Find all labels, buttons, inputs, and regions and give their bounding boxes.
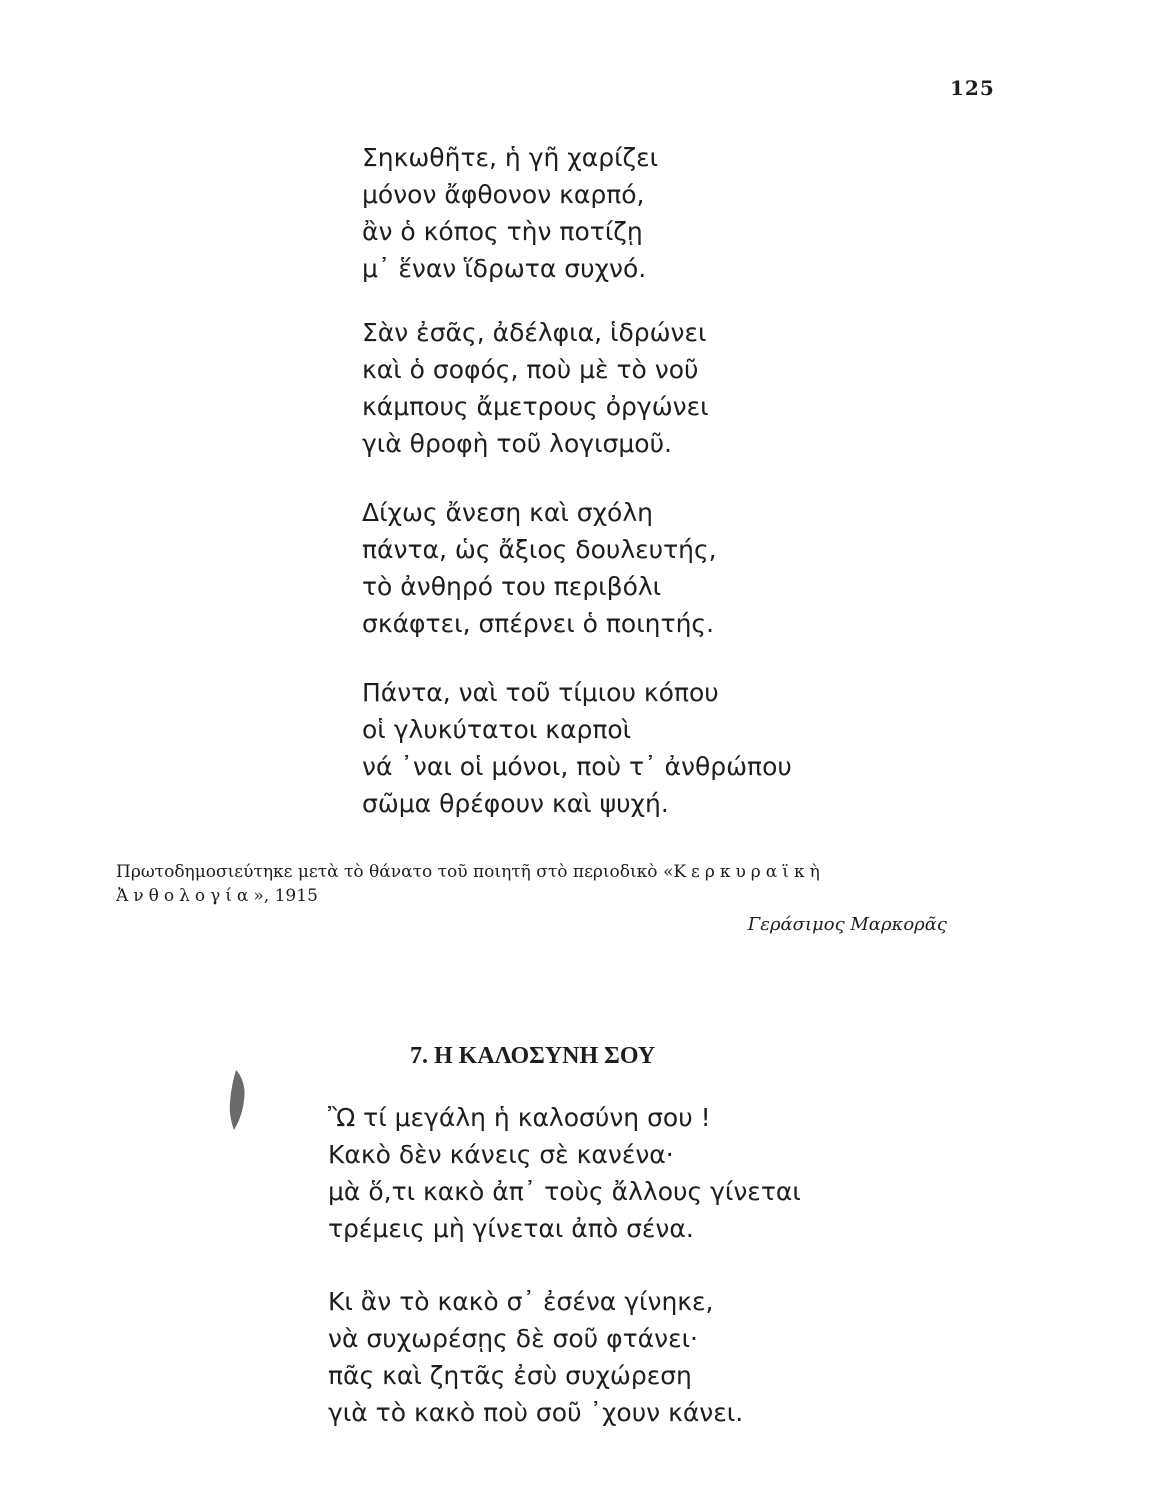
ink-smudge: [222, 1068, 252, 1132]
verse-line: καὶ ὁ σοφός, ποὺ μὲ τὸ νοῦ: [362, 355, 699, 384]
verse-line: πάντα, ὡς ἄξιος δουλευτής,: [362, 535, 717, 564]
publication-note-text: Πρωτοδημοσιεύτηκε μετὰ τὸ θάνατο τοῦ ποιητῆ στὸ περιοδικὸ «: [116, 862, 674, 882]
verse-line: μ᾽ ἕναν ἵδρωτα συχνό.: [362, 254, 647, 283]
journal-name-part-1: Κερκυραϊκὴ: [673, 862, 825, 882]
publication-note-line-2: [116, 886, 318, 906]
verse-line: κάμπους ἄμετρους ὀργώνει: [362, 392, 709, 421]
verse-line: μόνον ἄφθονον καρπό,: [362, 180, 645, 209]
poem-heading: 7. Η ΚΑΛΟΣΥΝΗ ΣΟΥ: [410, 1043, 656, 1069]
poem-one-stanza-1: [362, 139, 658, 287]
poem-two-stanza-1: [328, 1099, 801, 1247]
verse-line: τρέμεις μὴ γίνεται ἀπὸ σένα.: [328, 1214, 694, 1243]
verse-line: Κι ἂν τὸ κακὸ σ᾽ ἐσένα γίνηκε,: [328, 1287, 714, 1316]
verse-line: νά ᾽ναι οἱ μόνοι, ποὺ τ᾽ ἀνθρώπου: [362, 752, 792, 781]
journal-name-part-2: Ἀνθολογία: [116, 886, 254, 906]
poem-one-stanza-3: [362, 494, 717, 642]
verse-line: νὰ συχωρέσῃς δὲ σοῦ φτάνει·: [328, 1324, 698, 1353]
verse-line: τὸ ἀνθηρό του περιβόλι: [362, 572, 662, 601]
poem-one-stanza-2: [362, 314, 709, 462]
verse-line: Δίχως ἄνεση καὶ σχόλη: [362, 498, 653, 527]
page-number: 125: [950, 76, 995, 100]
verse-line: οἱ γλυκύτατοι καρποὶ: [362, 715, 632, 744]
publication-year-text: », 1915: [253, 886, 318, 906]
poem-two-stanza-2: [328, 1283, 743, 1431]
verse-line: Πάντα, ναὶ τοῦ τίμιου κόπου: [362, 678, 719, 707]
verse-line: Σὰν ἐσᾶς, ἀδέλφια, ἱδρώνει: [362, 318, 707, 347]
author-signature: Γεράσιμος Μαρκορᾶς: [747, 914, 947, 935]
verse-line: Ὢ τί μεγάλη ἡ καλοσύνη σου !: [328, 1103, 711, 1132]
poem-one-stanza-4: [362, 674, 792, 822]
publication-note-line-1: [116, 862, 825, 882]
verse-line: γιὰ τὸ κακὸ ποὺ σοῦ ᾽χουν κάνει.: [328, 1398, 744, 1427]
verse-line: γιὰ θροφὴ τοῦ λογισμοῦ.: [362, 429, 672, 458]
verse-line: σκάφτει, σπέρνει ὁ ποιητής.: [362, 609, 715, 638]
verse-line: ἂν ὁ κόπος τὴν ποτίζῃ: [362, 217, 643, 246]
verse-line: Κακὸ δὲν κάνεις σὲ κανένα·: [328, 1140, 674, 1169]
verse-line: Σηκωθῆτε, ἡ γῆ χαρίζει: [362, 143, 659, 172]
verse-line: πᾶς καὶ ζητᾶς ἐσὺ συχώρεση: [328, 1361, 692, 1390]
verse-line: σῶμα θρέφουν καὶ ψυχή.: [362, 789, 669, 818]
verse-line: μὰ ὅ,τι κακὸ ἀπ᾽ τοὺς ἄλλους γίνεται: [328, 1177, 801, 1206]
